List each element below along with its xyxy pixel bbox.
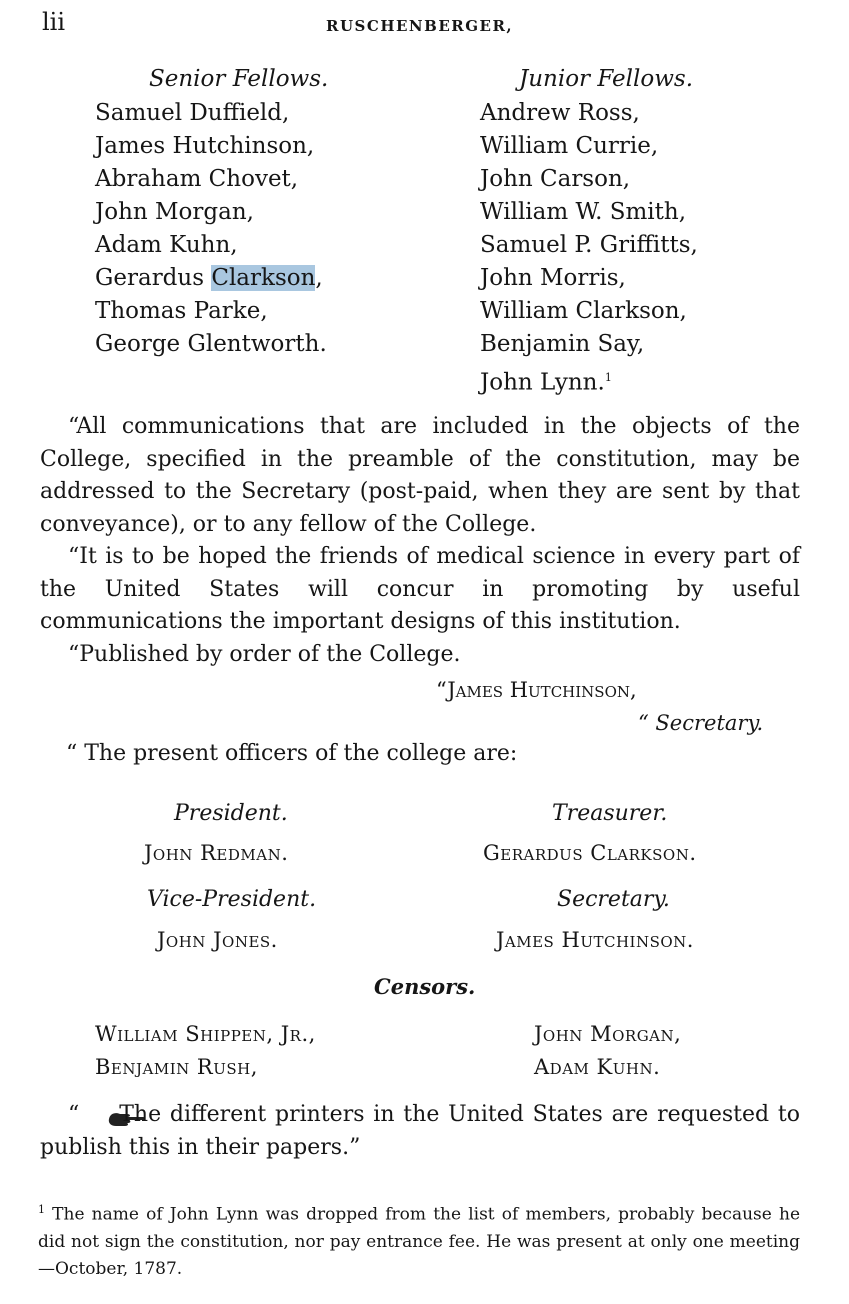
junior-fellows-list	[480, 97, 698, 400]
list-item: William W. Smith,	[480, 199, 687, 225]
list-item: John Carson,	[480, 166, 631, 192]
list-item-suffix: ,	[315, 265, 323, 291]
list-item-text: John Lynn.	[480, 369, 605, 396]
closing-paragraph	[40, 1099, 800, 1164]
paragraph-communications: “All communications that are included in the objects of the College, specified in the preamble of the constitution, may be addressed to the Secretary (post-paid, when they are sent by that conveyance), or to any fellow of the College.	[40, 414, 800, 537]
list-item: Samuel Duffield,	[95, 100, 290, 126]
vice-president-name: John Jones.	[157, 928, 278, 952]
list-item: Thomas Parke,	[95, 298, 268, 324]
list-item: Andrew Ross,	[480, 100, 640, 126]
closing-text: The different printers in the United States are requested to publish this in their papers.”	[40, 1102, 800, 1160]
list-item: William Shippen, Jr.,	[95, 1022, 316, 1046]
footnote-text: The name of John Lynn was dropped from the list of members, probably because he did not sign the constitution, nor pay entrance fee. He was present at only one meeting—October, 1787.	[38, 1204, 800, 1279]
footnote-mark: 1	[604, 371, 612, 384]
list-item: William Clarkson,	[480, 298, 687, 324]
list-item	[95, 262, 327, 295]
list-item: Benjamin Say,	[480, 331, 645, 357]
list-item: James Hutchinson,	[95, 133, 315, 159]
senior-fellows-list	[95, 97, 327, 361]
footnote	[38, 1196, 800, 1283]
vice-president-title: Vice-President.	[147, 887, 317, 912]
censors-right-list	[534, 1018, 681, 1084]
body-text	[40, 411, 800, 671]
highlighted-selection: Clarkson	[211, 265, 316, 291]
list-item: John Morgan,	[534, 1022, 682, 1046]
junior-fellows-heading: Junior Fellows.	[519, 66, 694, 92]
list-item: William Currie,	[480, 133, 659, 159]
list-item-text: Gerardus	[95, 265, 212, 291]
list-item: Samuel P. Griffitts,	[480, 232, 698, 258]
censors-title: Censors.	[374, 974, 476, 999]
president-name: John Redman.	[144, 841, 289, 865]
list-item: Benjamin Rush,	[95, 1055, 258, 1079]
censors-left-list	[95, 1018, 316, 1084]
list-item: John Morgan,	[95, 199, 254, 225]
list-item	[480, 361, 698, 400]
running-title: RUSCHENBERGER,	[326, 17, 514, 35]
president-title: President.	[174, 801, 288, 826]
list-item: John Morris,	[480, 265, 626, 291]
paragraph-hoped: “It is to be hoped the friends of medical science in every part of the United States will concur in promoting by useful communications the important designs of this institution.	[40, 544, 800, 634]
signature-title: “ Secretary.	[638, 711, 764, 735]
page-number: lii	[42, 8, 66, 36]
footnote-number: 1	[38, 1203, 45, 1216]
list-item: George Glentworth.	[95, 331, 327, 357]
pointing-hand-icon	[79, 1106, 119, 1124]
treasurer-title: Treasurer.	[552, 801, 668, 826]
list-item: Adam Kuhn.	[534, 1055, 661, 1079]
signature-name: “James Hutchinson,	[436, 678, 637, 702]
list-item: Abraham Chovet,	[95, 166, 299, 192]
secretary-name: James Hutchinson.	[496, 928, 694, 952]
officers-intro: “ The present officers of the college are:	[66, 741, 518, 766]
secretary-title: Secretary.	[557, 887, 670, 912]
senior-fellows-heading: Senior Fellows.	[149, 66, 329, 92]
list-item: Adam Kuhn,	[95, 232, 238, 258]
treasurer-name: Gerardus Clarkson.	[483, 841, 697, 865]
open-quote: “	[68, 1102, 80, 1127]
paragraph-published: “Published by order of the College.	[68, 641, 461, 667]
